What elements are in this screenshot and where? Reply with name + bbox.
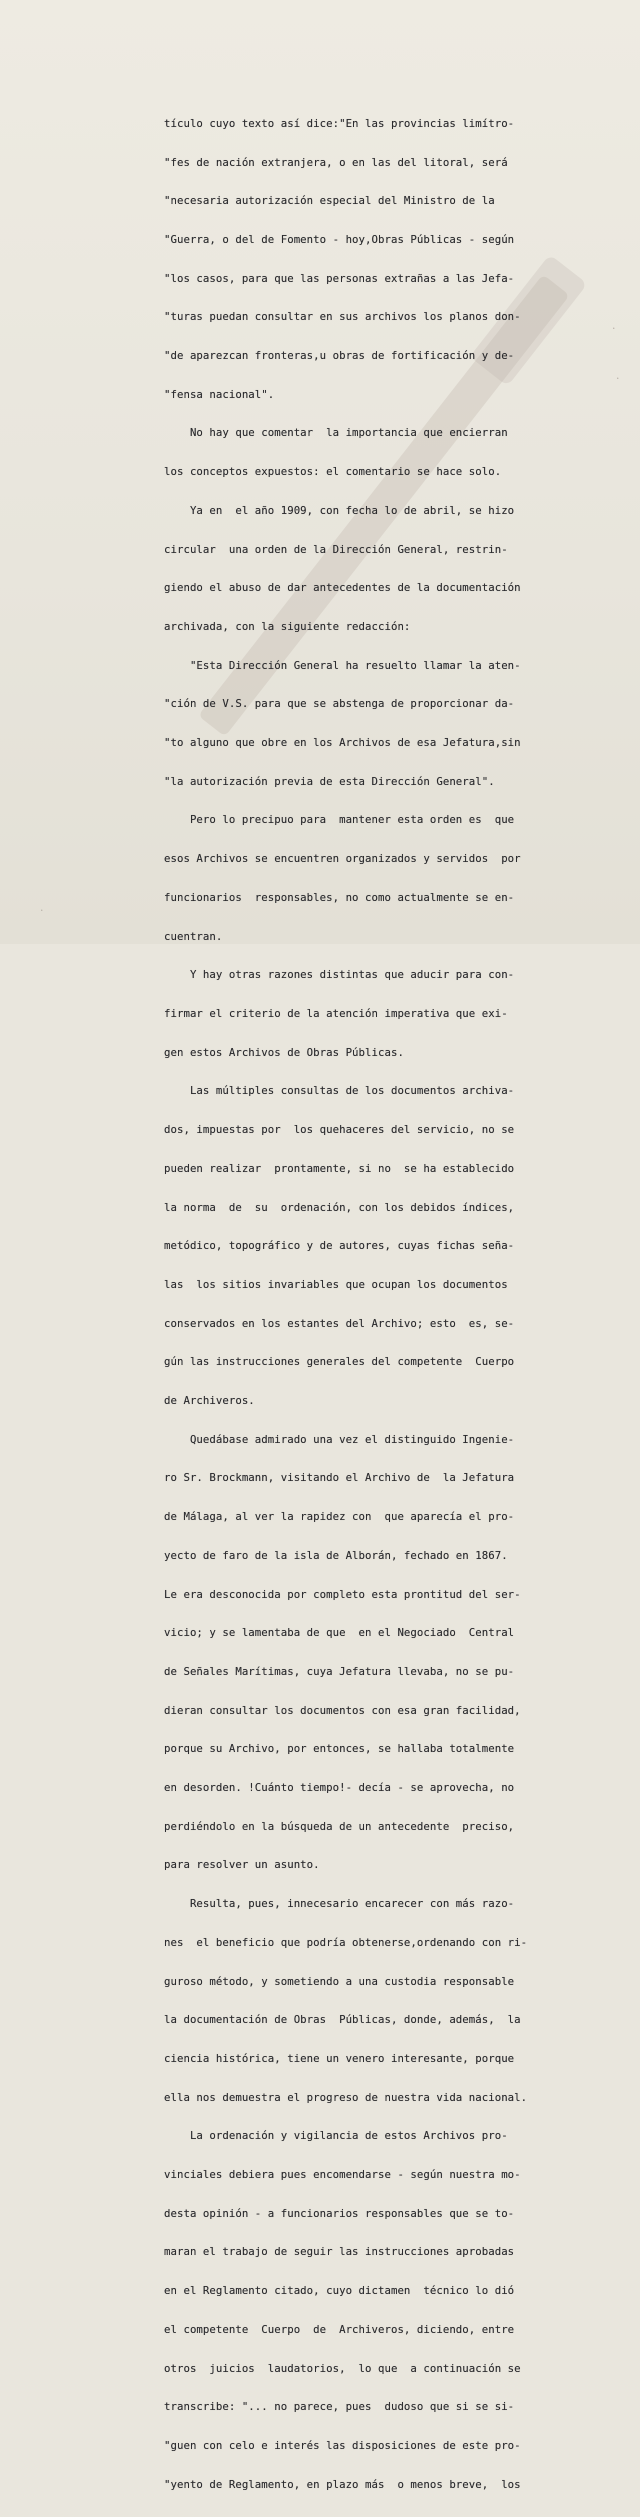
text-line: "de aparezcan fronteras,u obras de fortificación y de- — [164, 349, 515, 363]
text-line: el competente Cuerpo de Archiveros, diciendo, entre — [164, 2322, 515, 2336]
text-line: Le era desconocida por completo esta prontitud del ser- — [164, 1587, 521, 1601]
margin-speck: · — [40, 904, 44, 917]
text-line: de Señales Marítimas, cuya Jefatura llevaba, no se pu- — [164, 1664, 515, 1678]
text-line: Ya en el año 1909, con fecha lo de abril, se hizo — [164, 503, 515, 517]
text-line: otros juicios laudatorios, lo que a continuación se — [164, 2361, 521, 2375]
text-line: ella nos demuestra el progreso de nuestra vida nacional. — [164, 2090, 528, 2104]
text-line: giendo el abuso de dar antecedentes de la documentación — [164, 581, 521, 595]
text-line: Pero lo precipuo para mantener esta orden es que — [164, 813, 515, 827]
text-line: guroso método, y sometiendo a una custodia responsable — [164, 1974, 515, 1988]
text-line: "Esta Dirección General ha resuelto llamar la aten- — [164, 658, 521, 672]
text-line: Y hay otras razones distintas que aducir para con- — [164, 968, 515, 982]
text-line: para resolver un asunto. — [164, 1858, 320, 1872]
text-line: archivada, con la siguiente redacción: — [164, 619, 411, 633]
text-line: "fensa nacional". — [164, 387, 275, 401]
text-line: desta opinión - a funcionarios responsables que se to- — [164, 2206, 515, 2220]
text-line: en desorden. !Cuánto tiempo!- decía - se aprovecha, no — [164, 1781, 515, 1795]
text-line: gen estos Archivos de Obras Públicas. — [164, 1045, 404, 1059]
text-line: "ción de V.S. para que se abstenga de proporcionar da- — [164, 697, 515, 711]
text-line: circular una orden de la Dirección General, restrin- — [164, 542, 508, 556]
text-line: de Málaga, al ver la rapidez con que aparecía el pro- — [164, 1510, 515, 1524]
text-line: los conceptos expuestos: el comentario se hace solo. — [164, 465, 502, 479]
text-line: vicio; y se lamentaba de que en el Negociado Central — [164, 1626, 515, 1640]
text-line: Las múltiples consultas de los documentos archiva- — [164, 1084, 515, 1098]
text-line: transcribe: "... no parece, pues dudoso que si se si- — [164, 2400, 515, 2414]
text-line: la documentación de Obras Públicas, donde, además, la — [164, 2013, 521, 2027]
text-line: las los sitios invariables que ocupan los documentos — [164, 1277, 508, 1291]
text-line: gún las instrucciones generales del competente Cuerpo — [164, 1355, 515, 1369]
text-line: Quedábase admirado una vez el distinguido Ingenie- — [164, 1432, 515, 1446]
text-line: "necesaria autorización especial del Ministro de la — [164, 194, 495, 208]
text-line: "guen con celo e interés las disposiciones de este pro- — [164, 2439, 521, 2452]
text-line: maran el trabajo de seguir las instrucciones aprobadas — [164, 2245, 515, 2259]
text-line: Resulta, pues, innecesario encarecer con más razo- — [164, 1897, 515, 1911]
text-line: "yento de Reglamento, en plazo más o menos breve, los — [164, 2477, 521, 2491]
margin-speck: · — [616, 372, 620, 385]
text-line: No hay que comentar la importancia que encierran — [164, 426, 508, 440]
text-line: la norma de su ordenación, con los debidos índices, — [164, 1200, 515, 1214]
text-line: perdiéndolo en la búsqueda de un antecedente preciso, — [164, 1819, 515, 1833]
text-line: "fes de nación extranjera, o en las del litoral, será — [164, 155, 508, 169]
text-line: yecto de faro de la isla de Alborán, fechado en 1867. — [164, 1548, 508, 1562]
text-line: "la autorización previa de esta Dirección General". — [164, 774, 495, 788]
text-line: dos, impuestas por los quehaceres del servicio, no se — [164, 1123, 515, 1137]
text-line: cuentran. — [164, 929, 223, 943]
text-line: conservados en los estantes del Archivo; esto es, se- — [164, 1316, 515, 1330]
text-line: dieran consultar los documentos con esa gran facilidad, — [164, 1703, 521, 1717]
text-line: ciencia histórica, tiene un venero interesante, porque — [164, 2051, 515, 2065]
text-line: de Archiveros. — [164, 1394, 255, 1408]
text-line: funcionarios responsables, no como actualmente se en- — [164, 890, 515, 904]
text-line: esos Archivos se encuentren organizados y servidos por — [164, 852, 521, 866]
margin-speck: · — [612, 322, 616, 335]
text-line: firmar el criterio de la atención imperativa que exi- — [164, 1006, 508, 1020]
text-line: tículo cuyo texto así dice:"En las provincias limítro- — [164, 116, 515, 130]
text-line: porque su Archivo, por entonces, se hallaba totalmente — [164, 1742, 515, 1756]
text-line: ro Sr. Brockmann, visitando el Archivo de la Jefatura — [164, 1471, 515, 1485]
text-line: en el Reglamento citado, cuyo dictamen técnico lo dió — [164, 2284, 515, 2298]
text-line: nes el beneficio que podría obtenerse,ordenando con ri- — [164, 1935, 528, 1949]
text-line: "to alguno que obre en los Archivos de esa Jefatura,sin — [164, 736, 521, 750]
text-line: metódico, topográfico y de autores, cuyas fichas seña- — [164, 1239, 515, 1253]
text-line: pueden realizar prontamente, si no se ha establecido — [164, 1161, 515, 1175]
text-line: "Guerra, o del de Fomento - hoy,Obras Públicas - según — [164, 232, 515, 246]
text-line: La ordenación y vigilancia de estos Archivos pro- — [164, 2129, 508, 2143]
typewritten-text-block — [164, 92, 584, 2517]
text-line: vinciales debiera pues encomendarse - según nuestra mo- — [164, 2168, 521, 2182]
text-line: "turas puedan consultar en sus archivos los planos don- — [164, 310, 521, 324]
text-line: "los casos, para que las personas extrañas a las Jefa- — [164, 271, 515, 285]
